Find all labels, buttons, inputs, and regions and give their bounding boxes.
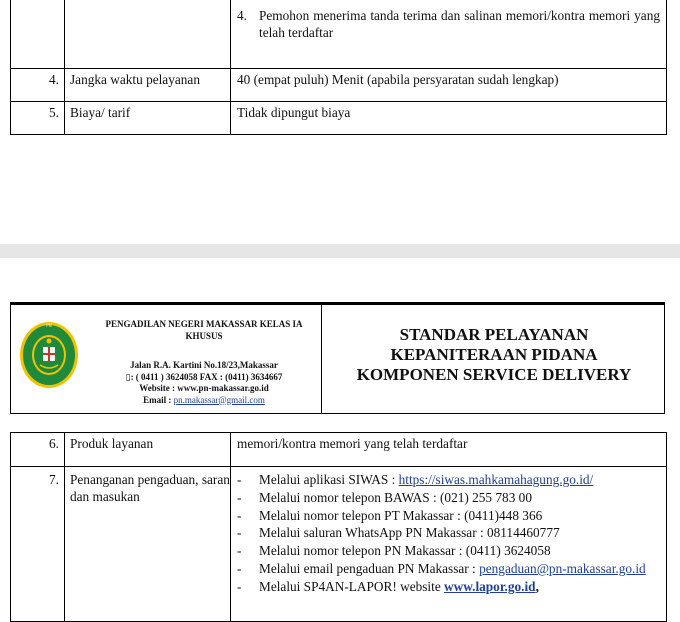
service-standard-table-bottom (10, 432, 667, 622)
institution-website: Website : www.pn-makassar.go.id (139, 383, 269, 393)
complaint-channels-list (237, 471, 660, 596)
row-number: 5. (11, 102, 65, 135)
list-item: - Melalui email pengaduan PN Makassar : pengaduan@pn-makassar.go.id (237, 560, 646, 576)
row-label: Biaya/ tarif (65, 102, 231, 135)
page-separator (0, 244, 680, 258)
institution-name: PENGADILAN NEGERI MAKASSAR KELAS IA KHUSUS (105, 319, 303, 341)
institution-address: Jalan R.A. Kartini No.18/23,Makassar (130, 360, 278, 370)
row-label: Produk layanan (65, 433, 231, 467)
table-row (11, 467, 667, 622)
row-value: 40 (empat puluh) Menit (apabila persyaratan sudah lengkap) (231, 69, 667, 102)
siwas-link[interactable]: https://siwas.mahkamahagung.go.id/ (398, 472, 594, 487)
phone-icon: ▯ (125, 371, 131, 382)
lapor-website-link[interactable]: www.lapor.go.id (444, 578, 536, 594)
table-row (11, 102, 667, 135)
row-value: Tidak dipungut biaya (231, 102, 667, 135)
row-label: Jangka waktu pelayanan (65, 69, 231, 102)
row-label: Penanganan pengaduan, saran dan masukan (65, 467, 231, 622)
procedure-step-4: 4. Pemohon menerima tanda terima dan salinan memori/kontra memori yang telah terdaftar (237, 8, 660, 40)
document-page-bottom (0, 258, 680, 613)
institution-info (99, 319, 309, 406)
list-item: - Melalui aplikasi SIWAS : https://siwas.mahkamahagung.go.id/ (237, 472, 594, 487)
court-emblem-logo (19, 321, 79, 389)
institution-email: Email : pn.makassar@gmail.com (143, 394, 265, 405)
table-row (11, 0, 667, 69)
document-page-top (0, 0, 680, 244)
svg-text:PN: PN (46, 323, 52, 328)
list-item: - Melalui nomor telepon BAWAS : (021) 255 783 00 (237, 489, 532, 505)
row-number: 7. (11, 467, 65, 622)
service-standard-table-top (10, 0, 667, 135)
list-item: - Melalui SP4AN-LAPOR! website www.lapor.go.id, (237, 578, 539, 594)
list-item: - Melalui nomor telepon PT Makassar : (0411)448 366 (237, 507, 543, 523)
row-number: 6. (11, 433, 65, 467)
list-item: - Melalui saluran WhatsApp PN Makassar : 08114460777 (237, 525, 560, 541)
institution-phone-fax: ▯: ( 0411 ) 3624058 FAX : (0411) 3634667 (125, 371, 283, 382)
table-row (11, 69, 667, 102)
document-header (10, 302, 665, 414)
table-row (11, 433, 667, 467)
list-item: - Melalui nomor telepon PN Makassar : (0411) 3624058 (237, 543, 551, 559)
row-value: memori/kontra memori yang telah terdaftar (231, 433, 667, 467)
complaint-email-link[interactable]: pengaduan@pn-makassar.go.id (479, 560, 646, 576)
document-title: STANDAR PELAYANAN KEPANITERAAN PIDANA KOMPONEN SERVICE DELIVERY (356, 325, 632, 384)
email-link[interactable]: pn.makassar@gmail.com (173, 394, 265, 405)
row-number: 4. (11, 69, 65, 102)
